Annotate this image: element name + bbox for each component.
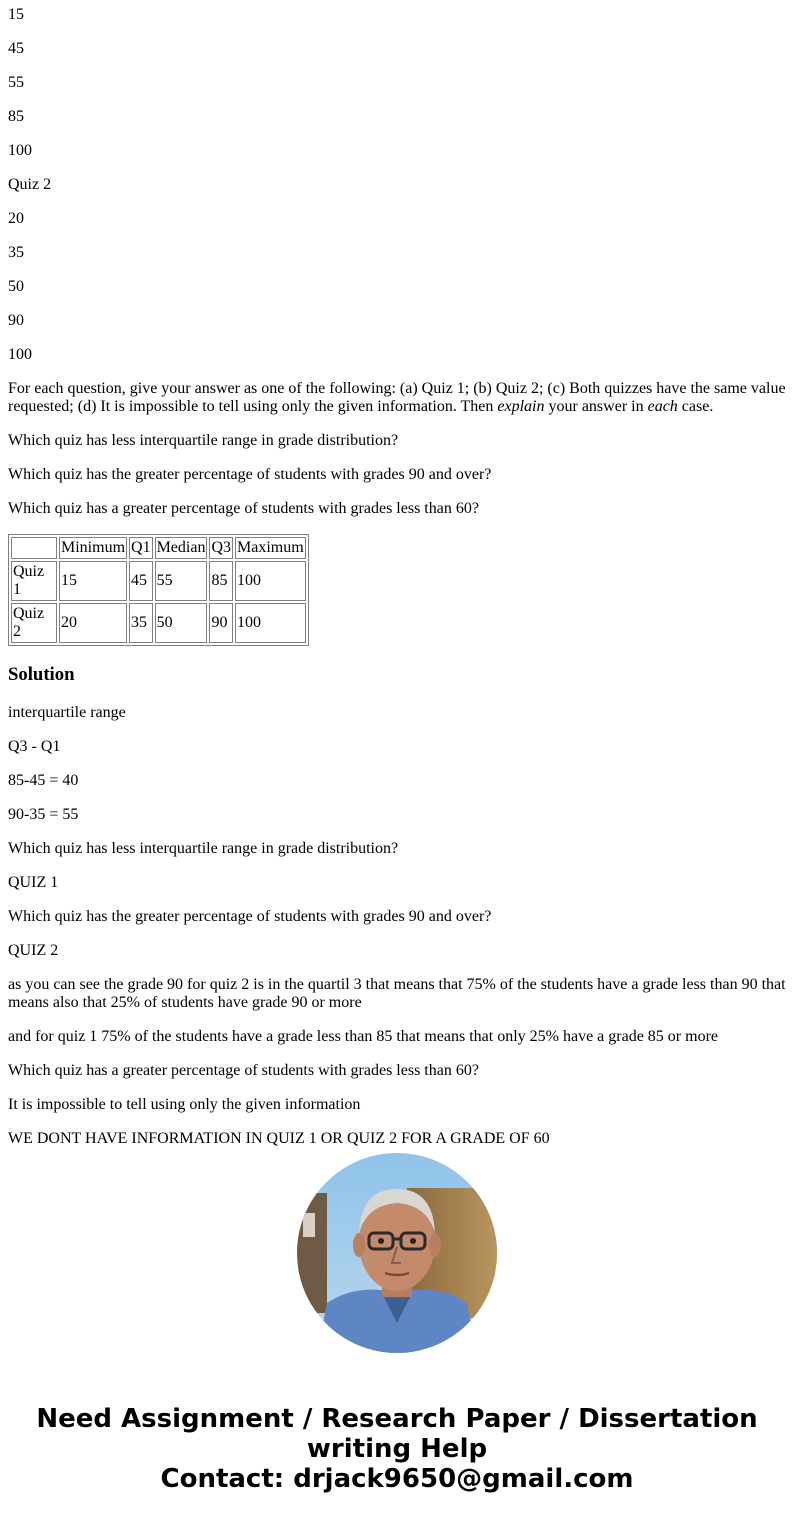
- banner-line-2: writing Help: [306, 1434, 488, 1464]
- banner-contact-email[interactable]: Contact: drjack9650@gmail.com: [160, 1464, 634, 1494]
- quiz1-value-max: 100: [8, 142, 32, 159]
- instructions-paragraph: [8, 380, 786, 416]
- quiz2-label: Quiz 2: [8, 176, 52, 193]
- table-header-cell: [11, 537, 57, 559]
- table-cell: 85: [209, 561, 233, 601]
- author-avatar: [297, 1153, 497, 1353]
- person-portrait-icon: [297, 1153, 497, 1353]
- instructions-text-b: your answer in: [544, 398, 648, 415]
- quiz1-value-min: 15: [8, 6, 24, 23]
- quiz1-value-q3: 85: [8, 108, 24, 125]
- quiz1-value-median: 55: [8, 74, 24, 91]
- table-row: [11, 603, 306, 643]
- table-cell: 100: [235, 561, 306, 601]
- instructions-explain: explain: [497, 398, 545, 415]
- solution-line: It is impossible to tell using only the given information: [8, 1096, 361, 1113]
- table-cell: 15: [59, 561, 127, 601]
- table-header-row: [11, 537, 306, 559]
- solution-line: 90-35 = 55: [8, 806, 79, 823]
- quiz2-value-max: 100: [8, 346, 32, 363]
- question-3: Which quiz has a greater percentage of students with grades less than 60?: [8, 500, 479, 517]
- question-2: Which quiz has the greater percentage of students with grades 90 and over?: [8, 466, 492, 483]
- table-header-cell: Maximum: [235, 537, 306, 559]
- solution-line: QUIZ 2: [8, 942, 59, 959]
- solution-line: Which quiz has a greater percentage of students with grades less than 60?: [8, 1062, 479, 1079]
- solution-line: and for quiz 1 75% of the students have a grade less than 85 that means that only 25% have a grade 85 or more: [8, 1028, 719, 1045]
- table-cell: 50: [155, 603, 208, 643]
- table-header-cell: Q3: [209, 537, 233, 559]
- solution-line: WE DONT HAVE INFORMATION IN QUIZ 1 OR QUIZ 2 FOR A GRADE OF 60: [8, 1130, 550, 1147]
- solution-line: 85-45 = 40: [8, 772, 79, 789]
- table-row: [11, 561, 306, 601]
- solution-line: Which quiz has less interquartile range in grade distribution?: [8, 840, 399, 857]
- table-cell: 90: [209, 603, 233, 643]
- quiz-summary-table: [8, 534, 309, 646]
- solution-line: Which quiz has the greater percentage of students with grades 90 and over?: [8, 908, 492, 925]
- table-cell: Quiz 2: [11, 603, 57, 643]
- solution-line: as you can see the grade 90 for quiz 2 is in the quartil 3 that means that 75% of the students have a grade less than 90 that means also that 25% of students have grade 90 or more: [8, 976, 786, 1011]
- quiz2-value-min: 20: [8, 210, 24, 227]
- solution-line: Q3 - Q1: [8, 738, 61, 755]
- table-cell: 20: [59, 603, 127, 643]
- table-cell: 35: [129, 603, 153, 643]
- quiz2-value-q3: 90: [8, 312, 24, 329]
- table-cell: Quiz 1: [11, 561, 57, 601]
- solution-line: QUIZ 1: [8, 874, 59, 891]
- solution-line: interquartile range: [8, 704, 126, 721]
- quiz2-value-median: 50: [8, 278, 24, 295]
- table-cell: 55: [155, 561, 208, 601]
- table-header-cell: Median: [155, 537, 208, 559]
- table-cell: 45: [129, 561, 153, 601]
- instructions-text-a: For each question, give your answer as one of the following: (a) Quiz 1; (b) Quiz 2; (c) Both quizzes have the same value requested; (d) It is impossible to tell using only the given information. Then: [8, 380, 786, 415]
- instructions-each: each: [647, 398, 678, 415]
- table-header-cell: Q1: [129, 537, 153, 559]
- contact-banner: [0, 1404, 794, 1494]
- quiz1-value-q1: 45: [8, 40, 24, 57]
- solution-heading: Solution: [8, 664, 75, 685]
- table-header-cell: Minimum: [59, 537, 127, 559]
- instructions-text-c: case.: [677, 398, 714, 415]
- table-cell: 100: [235, 603, 306, 643]
- question-1: Which quiz has less interquartile range in grade distribution?: [8, 432, 399, 449]
- banner-line-1: Need Assignment / Research Paper / Dissertation: [36, 1404, 758, 1434]
- quiz2-value-q1: 35: [8, 244, 24, 261]
